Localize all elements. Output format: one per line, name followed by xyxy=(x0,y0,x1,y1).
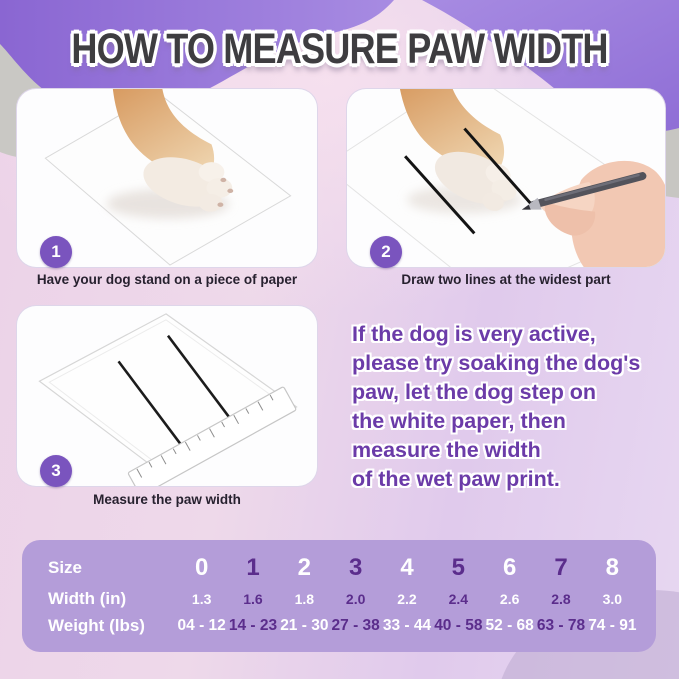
size-row-label: Size xyxy=(48,557,83,577)
note-line: of the wet paw print. xyxy=(352,467,560,491)
size-value: 1 xyxy=(246,553,260,581)
weight-value: 63 - 78 xyxy=(536,617,586,635)
step-2-badge xyxy=(370,236,402,268)
width-value: 2.0 xyxy=(345,590,366,607)
note-line: If the dog is very active, xyxy=(352,322,596,346)
weight-value: 27 - 38 xyxy=(331,617,380,635)
step-3-caption: Measure the paw width xyxy=(93,492,241,507)
weight-value: 52 - 68 xyxy=(485,617,534,635)
active-dog-note xyxy=(352,320,674,494)
size-value: 4 xyxy=(400,553,414,581)
weight-value: 40 - 58 xyxy=(434,617,483,635)
step-1-caption: Have your dog stand on a piece of paper xyxy=(36,272,298,287)
page-title: HOW TO MEASURE PAW WIDTH xyxy=(71,25,608,73)
width-value: 2.4 xyxy=(448,590,469,607)
size-value: 5 xyxy=(451,553,465,581)
size-value: 8 xyxy=(605,553,619,581)
note-line: the white paper, then xyxy=(352,409,566,433)
weight-row-label: Weight (lbs) xyxy=(48,616,145,636)
size-value: 6 xyxy=(502,553,517,581)
weight-value: 14 - 23 xyxy=(228,617,278,635)
width-value: 1.3 xyxy=(191,590,212,607)
width-value: 2.6 xyxy=(499,590,520,607)
step-3-number: 3 xyxy=(51,461,61,480)
note-line: measure the width xyxy=(352,438,541,462)
step-2-number: 2 xyxy=(381,242,391,261)
size-chart xyxy=(22,540,656,652)
step-1-badge xyxy=(40,236,72,268)
step-1-number: 1 xyxy=(51,242,61,261)
weight-value: 04 - 12 xyxy=(177,617,226,635)
step-3-badge xyxy=(40,455,72,487)
note-line: paw, let the dog step on xyxy=(352,380,597,404)
weight-value: 74 - 91 xyxy=(588,617,637,635)
width-value: 1.8 xyxy=(294,590,315,607)
size-value: 2 xyxy=(297,553,311,581)
step-2-caption: Draw two lines at the widest part xyxy=(401,272,611,287)
weight-value: 33 - 44 xyxy=(382,617,432,635)
note-line: please try soaking the dog's xyxy=(352,351,641,375)
width-value: 3.0 xyxy=(602,590,623,607)
width-row-label: Width (in) xyxy=(48,588,127,608)
size-value: 7 xyxy=(554,553,568,581)
size-value: 3 xyxy=(348,553,363,581)
width-value: 2.8 xyxy=(551,590,571,607)
width-value: 2.2 xyxy=(397,590,417,607)
weight-value: 21 - 30 xyxy=(280,617,329,635)
width-value: 1.6 xyxy=(243,590,263,607)
size-value: 0 xyxy=(194,553,209,581)
